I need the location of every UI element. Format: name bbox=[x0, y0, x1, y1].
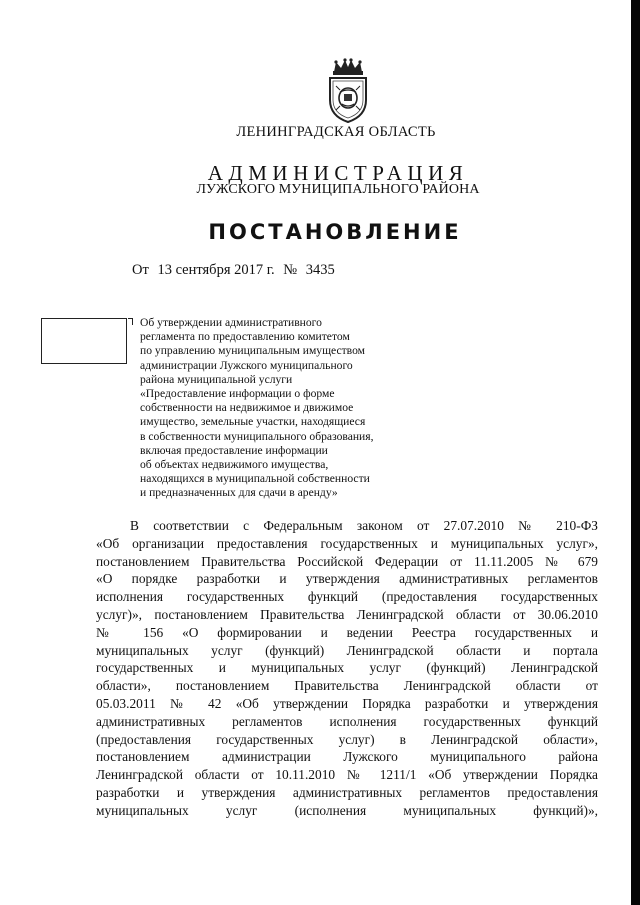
body-line: постановлением Правительства Российской Федерации от 11.11.2005 № 679 bbox=[96, 553, 598, 569]
body-line: разработки и утверждения административных регламентов предоставления bbox=[96, 784, 598, 800]
body-line: «О порядке разработки и утверждения административных регламентов bbox=[96, 571, 598, 587]
number-sign: № bbox=[283, 262, 298, 278]
body-line: постановлением администрации Лужского муниципального района bbox=[96, 749, 598, 765]
decree-date: 13 сентября 2017 г. bbox=[157, 262, 275, 278]
subject-line: администрации Лужского муниципального bbox=[140, 358, 353, 372]
district-title: ЛУЖСКОГО МУНИЦИПАЛЬНОГО РАЙОНА bbox=[196, 182, 480, 197]
date-prefix: От bbox=[132, 262, 149, 278]
body-line: 05.03.2011 № 42 «Об утверждении Порядка разработки и утверждения bbox=[96, 695, 598, 711]
body-line: Ленинградской области от 10.11.2010 № 1211/1 «Об утверждении Порядка bbox=[96, 767, 598, 783]
coat-of-arms-icon bbox=[322, 58, 374, 124]
decree-number: 3435 bbox=[305, 262, 335, 278]
registration-stamp-box bbox=[41, 318, 127, 364]
subject-line: находящихся в муниципальной собственности bbox=[140, 472, 370, 486]
administration-title: АДМИНИСТРАЦИЯ bbox=[207, 161, 469, 185]
subject-line: регламента по предоставлению комитетом bbox=[140, 330, 350, 344]
subject-line: Об утверждении административного bbox=[140, 316, 322, 329]
subject-line: «Предоставление информации о форме bbox=[140, 387, 335, 401]
subject-line: собственности на недвижимое и движимое bbox=[140, 401, 354, 415]
subject-line: района муниципальной услуги bbox=[140, 372, 293, 386]
body-line: административных регламентов исполнения государственных функций bbox=[96, 713, 598, 729]
body-line: № 156 «О формировании и ведении Реестра государственных и bbox=[96, 624, 598, 640]
subject-corner-mark bbox=[128, 318, 133, 325]
body-line: муниципальных услуг (функций) Ленинградской области и портала bbox=[96, 642, 598, 658]
decree-date-line bbox=[132, 262, 340, 279]
subject-line: и предназначенных для сдачи в аренду» bbox=[140, 486, 338, 500]
body-line: В соответствии с Федеральным законом от 27.07.2010 № 210-ФЗ bbox=[130, 518, 598, 533]
body-line: «Об организации предоставления государственных и муниципальных услуг», bbox=[96, 535, 598, 551]
subject-line: включая предоставление информации bbox=[140, 443, 328, 457]
body-line: государственных и муниципальных услуг (функций) Ленинградской bbox=[96, 660, 598, 676]
subject-line: имущество, земельные участки, находящиеся bbox=[140, 415, 366, 429]
decree-subject bbox=[140, 316, 420, 501]
subject-line: по управлению муниципальным имуществом bbox=[140, 344, 365, 358]
body-line: услуг)», постановлением Правительства Ленинградской области от 30.06.2010 bbox=[96, 606, 598, 622]
subject-line: об объектах недвижимого имущества, bbox=[140, 458, 329, 472]
body-line: муниципальных услуг (исполнения муниципальных функций)», bbox=[96, 802, 598, 818]
decree-body bbox=[96, 517, 598, 820]
body-line: (предоставления государственных услуг) в Ленинградской области», bbox=[96, 731, 598, 747]
document-type-title: ПОСТАНОВЛЕНИЕ bbox=[208, 220, 462, 244]
subject-line: в собственности муниципального образования, bbox=[140, 429, 374, 443]
body-line: исполнения государственных функций (предоставления государственных bbox=[96, 589, 598, 605]
body-line: области», постановлением Правительства Ленинградской области от bbox=[96, 678, 598, 694]
region-title: ЛЕНИНГРАДСКАЯ ОБЛАСТЬ bbox=[236, 124, 436, 140]
